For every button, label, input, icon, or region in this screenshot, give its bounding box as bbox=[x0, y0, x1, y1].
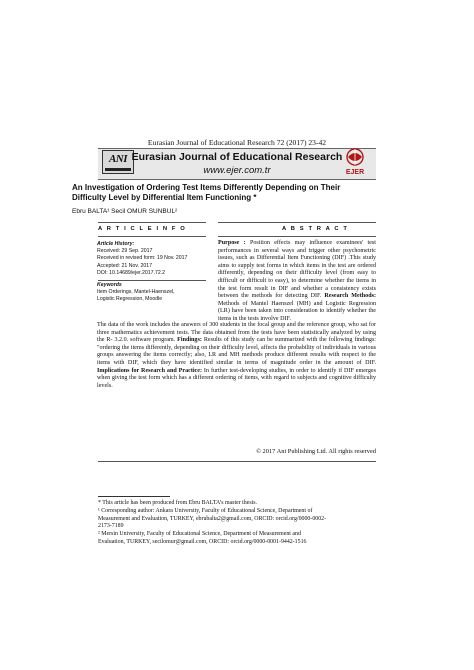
paper-title-line-2: Difficulty Level by Differential Item Functioning * bbox=[72, 193, 257, 202]
purpose-label: Purpose : bbox=[218, 240, 246, 246]
abstract-bottom-rule bbox=[218, 236, 376, 237]
footnote-rule bbox=[98, 496, 170, 497]
implications-label: Implications for Research and Practice: bbox=[97, 367, 202, 374]
keywords-block bbox=[97, 282, 207, 304]
ejer-logo bbox=[336, 146, 374, 176]
findings-text: Results of this study can be summarized with the following findings: "ordering the items differently, depending on their difficulty level, affects the probability of individuals in various groups answering the items correctly; also, LR and MH methods produce different results with respect to the items with DIF, which they have identified similar in terms of magnitude order in the amount of DIF. bbox=[97, 337, 377, 366]
findings-label: Findings: bbox=[177, 337, 202, 344]
accepted-date: Accepted: 21 Nov. 2017 bbox=[97, 262, 152, 269]
abstract-end-rule bbox=[98, 461, 376, 462]
footnote-2-line-2: Evaluation, TURKEY, secilomur@gmail.com, ORCID: orcid.org/0000-0001-9442-1516 bbox=[98, 538, 307, 545]
footnote-1 bbox=[98, 508, 398, 530]
implications-text: In further test-developing studies, in order to identify if DIF emerges when giving the test form which has a different ordering of items, with regard to subjects and cognitive difficulty levels. bbox=[97, 367, 376, 389]
footnote-1-line-2: Measurement and Evaluation, TURKEY, ebrubalta2@gmail.com, ORCID: orcid.org/0000-0002- bbox=[98, 515, 327, 522]
authors: Ebru BALTA¹ Secil OMUR SUNBUL² bbox=[72, 208, 178, 215]
revised-date: Received in revised form: 19 Nov. 2017 bbox=[97, 255, 188, 262]
abstract-top-rule bbox=[218, 222, 376, 223]
keywords-line-2: Logistic Regression, Moodle bbox=[97, 296, 163, 303]
footnote-1-line-1: ¹ Corresponding author: Ankara University, Faculty of Educational Science, Department of bbox=[98, 508, 313, 515]
footnote-1-line-3: 2173-7189 bbox=[98, 523, 124, 530]
ani-logo-text: ANI bbox=[108, 153, 128, 165]
methods-label: Research Methods: bbox=[324, 293, 376, 300]
journal-title: Eurasian Journal of Educational Research bbox=[131, 151, 343, 163]
footnote-2-line-1: ² Mersin University, Faculty of Educational Science, Department of Measurement and bbox=[98, 531, 301, 538]
received-date: Received: 29 Sep. 2017 bbox=[97, 248, 153, 255]
keywords-line-1: Item Orderings, Mantel-Haenszel, bbox=[97, 289, 175, 296]
purpose-text: Position effects may influence examinees' test performances in several ways and trigger other psychometric issues, such as Differential Item Functioning (DIF) .This study aims to supply test forms in which items in the test are ordered differently, depending on their difficulty level (from easy to difficult or difficult to easy), to determine whether the items in the test form result in DIF and whether a consistency exists between the methods for detecting DIF. bbox=[218, 240, 376, 300]
article-info bbox=[97, 241, 207, 277]
ejer-logo-text: EJER bbox=[345, 169, 365, 176]
footnote-2 bbox=[98, 531, 398, 546]
keywords-label: Keywords bbox=[97, 282, 122, 288]
paper-title-line-1: An Investigation of Ordering Test Items Differently Depending on Their bbox=[72, 183, 341, 192]
keywords-rule bbox=[98, 280, 206, 281]
running-head: Eurasian Journal of Educational Research 72 (2017) 23-42 bbox=[147, 138, 327, 147]
history-label: Article History: bbox=[97, 241, 135, 247]
article-info-top-rule bbox=[98, 222, 206, 223]
article-info-heading: A R T I C L E I N F O bbox=[98, 226, 187, 232]
methods-text: Methods of Mantel Haenszel (MH) and Logistic Regression (LR) have been taken into consideration to identify whether the items in the tests involve DIF. bbox=[218, 300, 376, 322]
footnote-star: * This article has been produced from Ebru BALTA’s master thesis. bbox=[98, 500, 258, 506]
copyright-notice: © 2017 Ani Publishing Ltd. All rights reserved bbox=[256, 448, 376, 455]
footnotes bbox=[98, 500, 398, 547]
abstract-purpose-methods bbox=[218, 240, 376, 324]
journal-url[interactable]: www.ejer.com.tr bbox=[203, 165, 271, 176]
abstract-continued bbox=[97, 322, 376, 390]
abstract-heading: A B S T R A C T bbox=[282, 226, 349, 232]
article-info-bottom-rule bbox=[98, 236, 206, 237]
paper-title bbox=[72, 183, 402, 203]
doi[interactable]: DOI: 10.14689/ejer.2017.72.2 bbox=[97, 269, 166, 276]
data-description: The data of the work includes the answers of 300 students in the focal group and the reference group, who sat for three mathematics achievement tests. The data obtained from the tests have been statistically analyzed by using the R- 3.2.0. software program. bbox=[97, 322, 376, 344]
